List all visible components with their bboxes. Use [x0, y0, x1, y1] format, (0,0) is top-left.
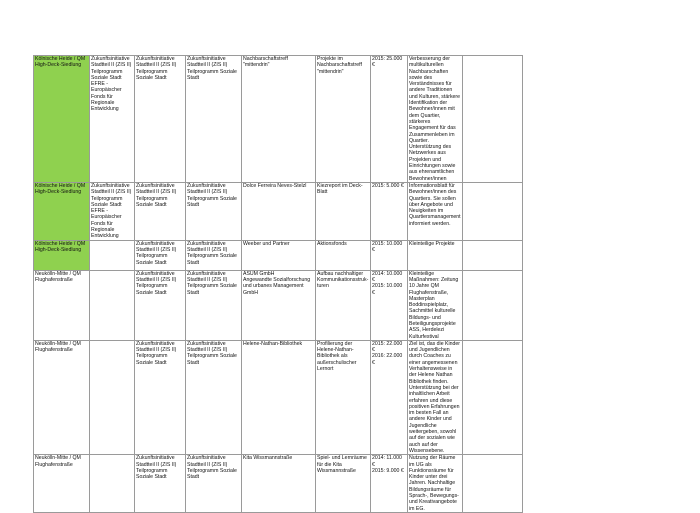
cell-subprogram: Zukunftsinitiative Stadtteil II (ZIS II) Teilprogramm Soziale Stadt: [135, 340, 186, 454]
cell-amount: 2015: 25.000 €: [371, 56, 408, 183]
cell-district: Neukölln-Mitte / QM Flughafenstraße: [34, 340, 90, 454]
table-body: [34, 56, 523, 513]
cell-funding-source: Zukunftsinitiative Stadtteil II (ZIS II) Teilprogramm Soziale Stadt: [186, 340, 242, 454]
cell-project: Kiezreport im Deck-Blatt: [316, 182, 371, 240]
cell-program: [90, 455, 135, 513]
cell-funding-source: Zukunftsinitiative Stadtteil II (ZIS II) Teilprogramm Soziale Stadt: [186, 270, 242, 340]
cell-subprogram: Zukunftsinitiative Stadtteil II (ZIS II) Teilprogramm Soziale Stadt: [135, 240, 186, 270]
cell-program: [90, 340, 135, 454]
cell-organization: Weeber und Partner: [242, 240, 316, 270]
table-row: [34, 182, 523, 240]
cell-project: Spiel- und Lernräume für die Kita Wissmannstraße: [316, 455, 371, 513]
cell-description: Verbesserung der multikulturellen Nachbarschaften sowie des Verständnisses für andere Traditionen und Kulturen, stärkere Identifikation der Bewohner/innen mit dem Quartier, stärkeres Engagement für das Zusammenleben im Quartier. Unterstützung des Netzwerkes aus Projekten und Einrichtungen sowie aus ehrenamtlichen Bewohner/innen: [408, 56, 463, 183]
cell-project: Projekte im Nachbarschaftstreff "mittendrin": [316, 56, 371, 183]
cell-project: Profilierung der Helene-Nathan-Bibliothek als außerschulischer Lernort: [316, 340, 371, 454]
cell-empty: [463, 455, 523, 513]
cell-funding-source: Zukunftsinitiative Stadtteil II (ZIS II) Teilprogramm Soziale Stadt: [186, 56, 242, 183]
cell-description: Ziel ist, das die Kinder und Jugendlichen durch Coaches zu einer angemessenen Verhaltensweise in der Helene Nathan Bibliothek finden. Unterstützung bei der inhaltlichen Arbeit erfahren und diese positiven Erfahrungen im besten Fall an andere Kinder und Jugendliche weitergeben, sowohl auf der sozialen wie auch auf der Wissensebene.: [408, 340, 463, 454]
cell-empty: [463, 240, 523, 270]
cell-amount: 2014: 11.000 € 2015: 9.000 €: [371, 455, 408, 513]
table-row: [34, 56, 523, 183]
cell-description: Informationsblatt für Bewohner/innen des Quartiers. Sie sollen über Angebote und Neuigkeiten im Quartiersmanagement informiert werden.: [408, 182, 463, 240]
cell-organization: Helene-Nathan-Bibliothek: [242, 340, 316, 454]
cell-organization: Kita Wissmannstraße: [242, 455, 316, 513]
cell-district: Neukölln-Mitte / QM Flughafenstraße: [34, 270, 90, 340]
cell-empty: [463, 340, 523, 454]
cell-amount: 2015: 5.000 €: [371, 182, 408, 240]
cell-district: Kölnische Heide / QM High-Deck-Siedlung: [34, 56, 90, 183]
cell-district: Kölnische Heide / QM High-Deck-Siedlung: [34, 240, 90, 270]
cell-organization: Dolce Ferreira Neves-Stelzl: [242, 182, 316, 240]
table-row: [34, 270, 523, 340]
cell-program: [90, 240, 135, 270]
cell-project: Aktionsfonds: [316, 240, 371, 270]
table-row: [34, 455, 523, 513]
cell-subprogram: Zukunftsinitiative Stadtteil II (ZIS II) Teilprogramm Soziale Stadt: [135, 455, 186, 513]
cell-organization: Nachbarschaftstreff "mittendrin": [242, 56, 316, 183]
cell-funding-source: Zukunftsinitiative Stadtteil II (ZIS II) Teilprogramm Soziale Stadt: [186, 182, 242, 240]
table-row: [34, 240, 523, 270]
cell-amount: 2014: 10.000 € 2015: 10.000 €: [371, 270, 408, 340]
cell-subprogram: Zukunftsinitiative Stadtteil II (ZIS II) Teilprogramm Soziale Stadt: [135, 182, 186, 240]
cell-subprogram: Zukunftsinitiative Stadtteil II (ZIS II) Teilprogramm Soziale Stadt: [135, 56, 186, 183]
cell-amount: 2015: 10.000 €: [371, 240, 408, 270]
funding-table: [33, 55, 523, 513]
cell-description: Kleinteilige Maßnahmen: Zeitung 10 Jahre QM Flughafenstraße, Masterplan Boddinspielplatz, Sachmittel kulturelle Bildungs- und Beteiligungsprojekte ASS, Herdelezi Kulturfestival: [408, 270, 463, 340]
cell-funding-source: Zukunftsinitiative Stadtteil II (ZIS II) Teilprogramm Soziale Stadt: [186, 240, 242, 270]
cell-program: Zukunftsinitiative Stadtteil II (ZIS II) Teilprogramm Soziale Stadt EFRE - Europäischer Fonds für Regionale Entwicklung: [90, 182, 135, 240]
cell-description: Kleinteilige Projekte: [408, 240, 463, 270]
cell-funding-source: Zukunftsinitiative Stadtteil II (ZIS II) Teilprogramm Soziale Stadt: [186, 455, 242, 513]
table-row: [34, 340, 523, 454]
cell-subprogram: Zukunftsinitiative Stadtteil II (ZIS II) Teilprogramm Soziale Stadt: [135, 270, 186, 340]
cell-empty: [463, 56, 523, 183]
cell-district: Kölnische Heide / QM High-Deck-Siedlung: [34, 182, 90, 240]
cell-description: Nutzung der Räume im UG als Funktionsräume für Kinder unter drei Jahren. Nachhaltige Bildungsräume für Sprach-, Bewegungs- und Kreativangebote im EG.: [408, 455, 463, 513]
cell-empty: [463, 270, 523, 340]
cell-organization: ASUM GmbH Angewandte Sozialforschung und urbanes Management GmbH: [242, 270, 316, 340]
cell-amount: 2015: 22.000 € 2016: 22.000 €: [371, 340, 408, 454]
cell-district: Neukölln-Mitte / QM Flughafenstraße: [34, 455, 90, 513]
cell-empty: [463, 182, 523, 240]
cell-program: Zukunftsinitiative Stadtteil II (ZIS II) Teilprogramm Soziale Stadt EFRE - Europäischer Fonds für Regionale Entwicklung: [90, 56, 135, 183]
cell-project: Aufbau nachhaltiger Kommunikationsstruk-turen: [316, 270, 371, 340]
cell-program: [90, 270, 135, 340]
